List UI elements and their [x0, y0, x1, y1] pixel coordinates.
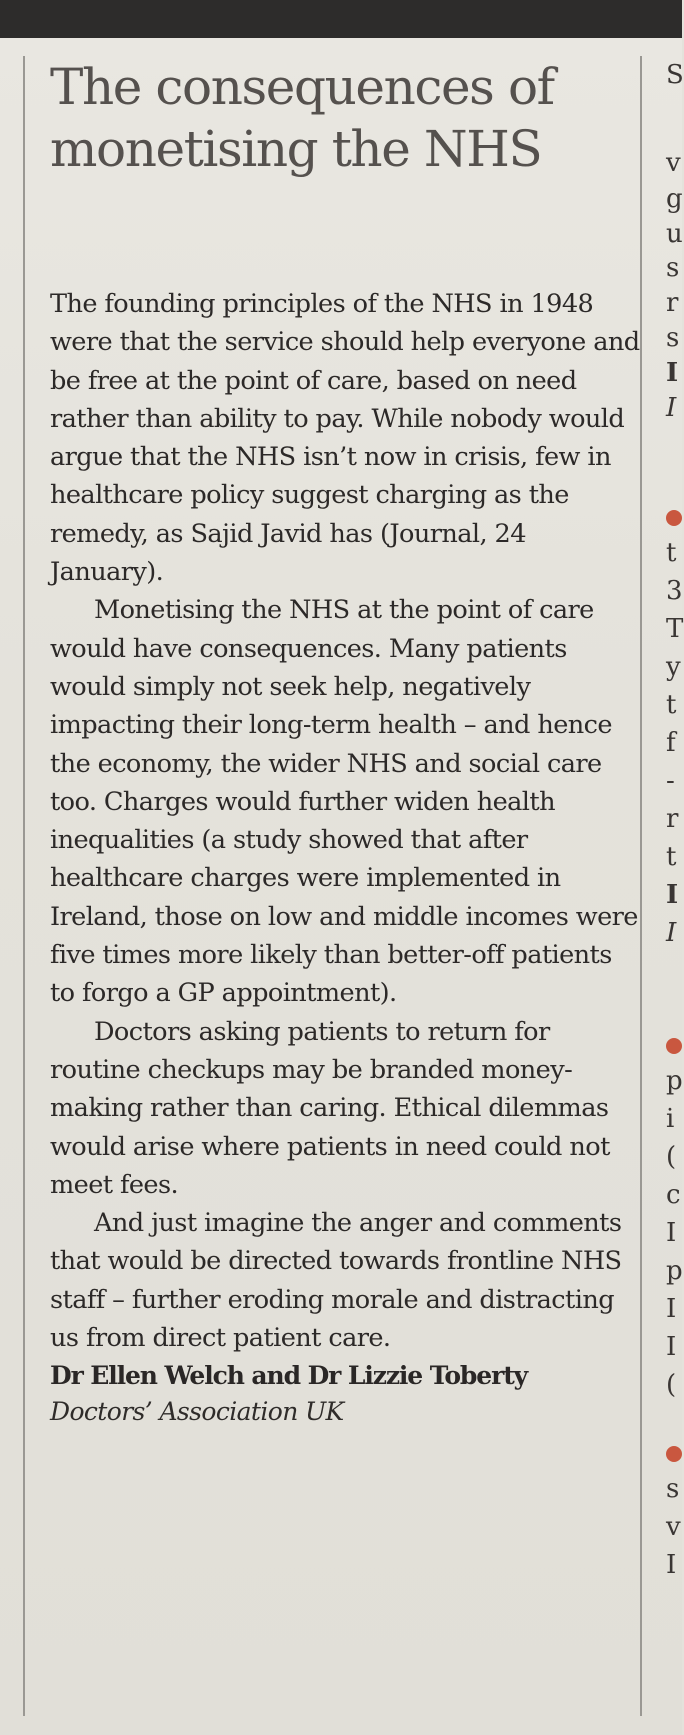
fragment: I — [666, 880, 679, 910]
fragment: v — [666, 1512, 681, 1542]
left-column-rule — [23, 56, 25, 1716]
paragraph-2: Monetising the NHS at the point of care would have consequences. Many patients would simply not seek help, negatively impacting their long-term health – and hence the economy, the wider NHS and social care too. Charges would further widen health inequalities (a study showed that after healthcare charges were implemented in Ireland, those on low and middle incomes were five times more likely than better-off patients to forgo a GP appointment). — [50, 595, 638, 1009]
fragment: 3 — [666, 576, 683, 606]
affiliation: Doctors’ Association UK — [50, 1397, 344, 1427]
paragraph-3: Doctors asking patients to return for routine checkups may be branded money-making rather than caring. Ethical dilemmas would arise where patients in need could not meet fees. — [50, 1016, 610, 1200]
fragment: r — [666, 804, 679, 834]
fragment: I — [666, 1332, 677, 1362]
fragment: S — [666, 60, 684, 90]
fragment: s — [666, 1474, 680, 1504]
headline: The consequences of monetising the NHS — [50, 58, 554, 178]
paragraph-4: And just imagine the anger and comments that would be directed towards frontline NHS staff – further eroding morale and distracting us from direct patient care. — [50, 1208, 622, 1354]
fragment: p — [666, 1066, 683, 1096]
paragraph-1: The founding principles of the NHS in 1948 were that the service should help everyone and be free at the point of care, based on need rather than ability to pay. While nobody would argue that the NHS isn’t now in crisis, few in healthcare policy suggest charging as the remedy, as Sajid Javid has (Journal, 24 January). — [50, 289, 640, 588]
fragment: u — [666, 219, 683, 249]
fragment: s — [666, 253, 680, 283]
fragment: i — [666, 1104, 675, 1134]
section-bullet-dot — [666, 510, 682, 526]
section-bullet-dot — [666, 1038, 682, 1054]
fragment: I — [666, 1218, 677, 1248]
fragment: y — [666, 652, 681, 682]
section-bullet-dot — [666, 1446, 682, 1462]
signature: Dr Ellen Welch and Dr Lizzie Toberty — [50, 1361, 528, 1391]
fragment: ( — [666, 1142, 677, 1172]
letter-body — [50, 285, 640, 1429]
fragment: - — [666, 766, 675, 796]
fragment: I — [666, 393, 677, 423]
fragment: r — [666, 288, 679, 318]
fragment: I — [666, 1550, 677, 1580]
fragment: f — [666, 728, 676, 758]
fragment: I — [666, 1294, 677, 1324]
fragment: T — [666, 614, 684, 644]
right-column-rule — [640, 56, 642, 1716]
adjacent-column-fragments — [664, 56, 682, 1716]
letter-article — [50, 56, 640, 1429]
fragment: I — [666, 918, 677, 948]
fragment: s — [666, 323, 680, 353]
scan-top-edge — [0, 0, 682, 38]
fragment: I — [666, 358, 679, 388]
fragment: t — [666, 842, 677, 872]
fragment: c — [666, 1180, 681, 1210]
fragment: g — [666, 184, 683, 214]
fragment: p — [666, 1256, 683, 1286]
fragment: v — [666, 148, 681, 178]
fragment: ( — [666, 1370, 677, 1400]
fragment: t — [666, 690, 677, 720]
fragment: t — [666, 538, 677, 568]
